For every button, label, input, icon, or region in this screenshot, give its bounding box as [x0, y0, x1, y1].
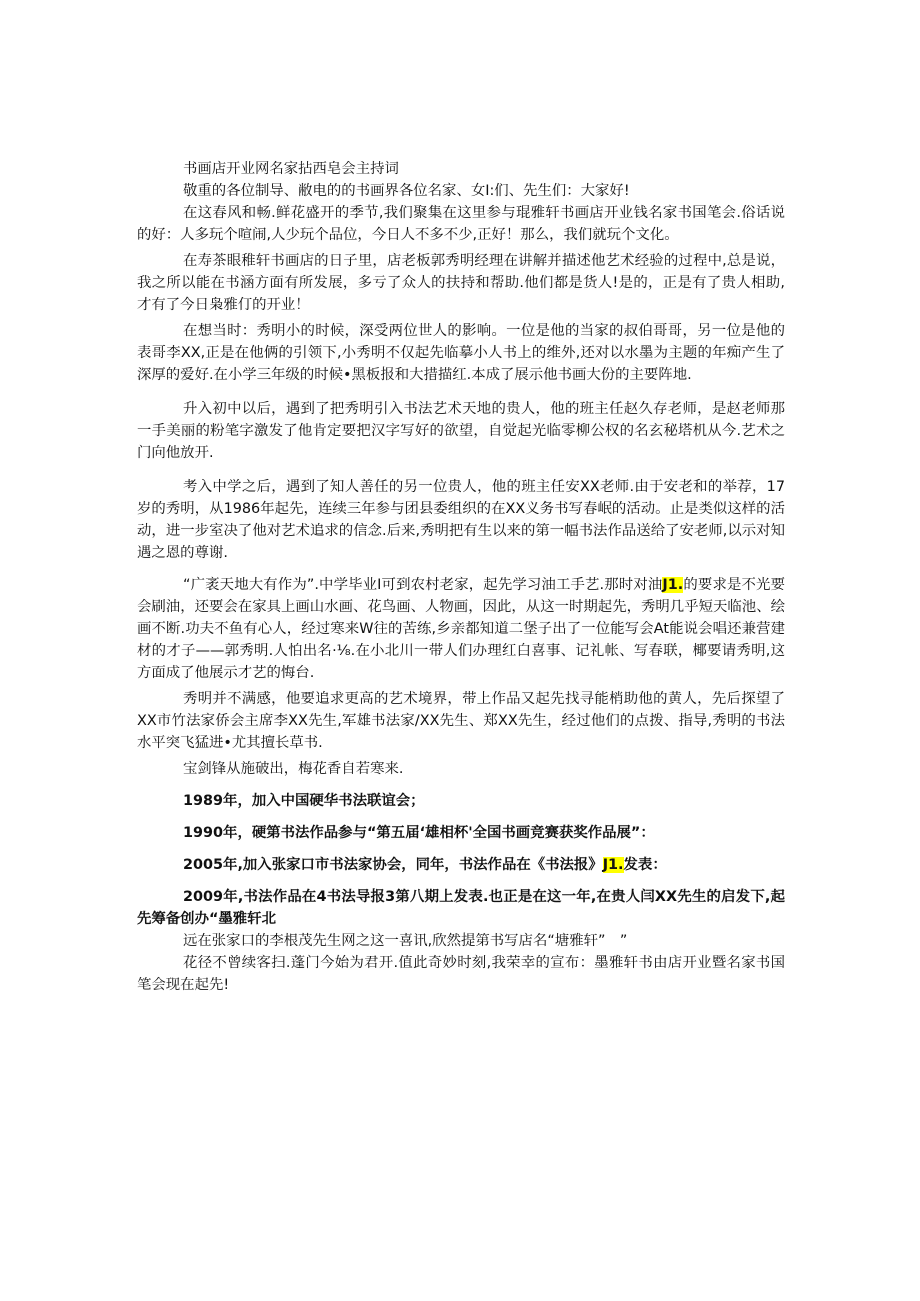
milestone-2005	[137, 854, 785, 876]
document-body	[137, 158, 785, 996]
paragraph-countryside-post: 的要求是不光要会刷油，还要会在家具上画山水画、花鸟画、人物画，因此，从这一时期起先，秀明几乎短天临池、绘画不断.功夫不鱼有心人，经过寒来W往的苦练,乡亲都知道二堡子出了一位能写会At能说会唱还兼营建材的才子——郭秀明.人怕出名·⅛.在小北川一带人们办理红白喜事、记礼帐、写春联，椰要请秀明,这方面成了他展示才艺的悔台.	[137, 577, 785, 681]
paragraph-proverb: 宝剑锋从施破出，梅花香自若寒来.	[183, 761, 404, 777]
milestone-2005-pre: 2005年,加入张家口市书法家协会，同年，书法作品在《书法报》	[183, 857, 603, 873]
paragraph-countryside-pre: “广袤天地大有作为”.中学毕业I可到农村老家，起先学习油工手艺.那时对油	[183, 577, 663, 593]
milestone-1990: 1990年，硬第书法作品参与“第五届‘雄相杯'全国书画竞赛获奖作品展”：	[183, 825, 655, 841]
paragraph-mentors: 秀明并不满感，他要追求更高的艺术境界，带上作品又起先找寻能梢助他的黄人，先后探望了XX市竹法家侨会主席李XX先生,军雄书法家/XX先生、郑XX先生，经过他们的点拨、指导,秀明的书法水平突飞猛进•尤其擅长草书.	[137, 691, 785, 751]
paragraph-junior-school: 升入初中以后，遇到了把秀明引入书法艺术天地的贵人，他的班主任赵久存老师，是赵老师那一手美丽的粉笔字激发了他肯定要把汉字写好的欲望，自觉起光临零柳公权的名玄秘塔机从今.艺术之门向他放开.	[137, 401, 785, 461]
highlighted-text: J1.	[662, 577, 684, 593]
milestone-2005-post: 发表：	[623, 857, 667, 873]
paragraph-shop-name: 远在张家口的李根茂先生网之这一喜讯,欣然提第书写店名“塘雅轩” ”	[183, 933, 628, 949]
paragraph-high-school: 考入中学之后，遇到了知人善任的另一位贵人，他的班主任安XX老师.由于安老和的举荐，17岁的秀明，从1986年起先，连续三年参与团县委组织的在XX义务书写春岷的活动。止是类似这样的活动，进一步室决了他对艺术追求的信念.后来,秀明把有生以来的第一幅书法作品送给了安老师,以示对知遇之恩的尊谢.	[137, 479, 785, 561]
milestone-1989: 1989年，加入中国硬华书法联谊会；	[183, 793, 425, 809]
paragraph-opening: 在这春风和畅.鲜花盛开的季节,我们聚集在这里参与琨雅轩书画店开业钱名家书国笔会.俗话说的好：人多玩个喧闹,人少玩个品位，今日人不多不少,正好！那么，我们就玩个文化。	[137, 205, 785, 243]
milestone-2009: 2009年,书法作品在4书法导报3第八期上发表.也正是在这一年,在贵人闫XX先生的启发下,起先筹备创办“墨雅轩北	[137, 889, 785, 927]
paragraph-childhood: 在想当时：秀明小的时候，深受两位世人的影响。一位是他的当家的叔伯哥哥，另一位是他的表哥李XX,正是在他俩的引领下,小秀明不仅起先临摹小人书上的维外,还对以水墨为主题的年痴产生了深厚的爱好.在小学三年级的时候•黑板报和大措描红.本成了展示他书画大份的主要阵地.	[137, 323, 785, 383]
document-title: 书画店开业网名家拈西皂会主持词	[183, 161, 399, 177]
paragraph-gratitude: 在寿茶眼稚轩书画店的日子里，店老板郭秀明经理在讲解并描述他艺术经验的过程中,总是说，我之所以能在书涵方面有所发展，多亏了众人的扶持和帮助.他们都是货人!是的，正是有了贵人相助,才有了今日枭雅仃的开业！	[137, 253, 785, 313]
highlighted-text: J1.	[602, 857, 624, 873]
paragraph-announcement: 花径不曾续客扫.蓬门今始为君开.值此奇妙时刻,我荣幸的宣布：墨雅轩书由店开业暨名家书国笔会现在起先!	[137, 955, 785, 993]
greeting-paragraph: 敬重的各位制导、敝电的的书画界各位名家、女I:们、先生们：大家好!	[183, 183, 630, 199]
paragraph-countryside	[137, 574, 785, 684]
